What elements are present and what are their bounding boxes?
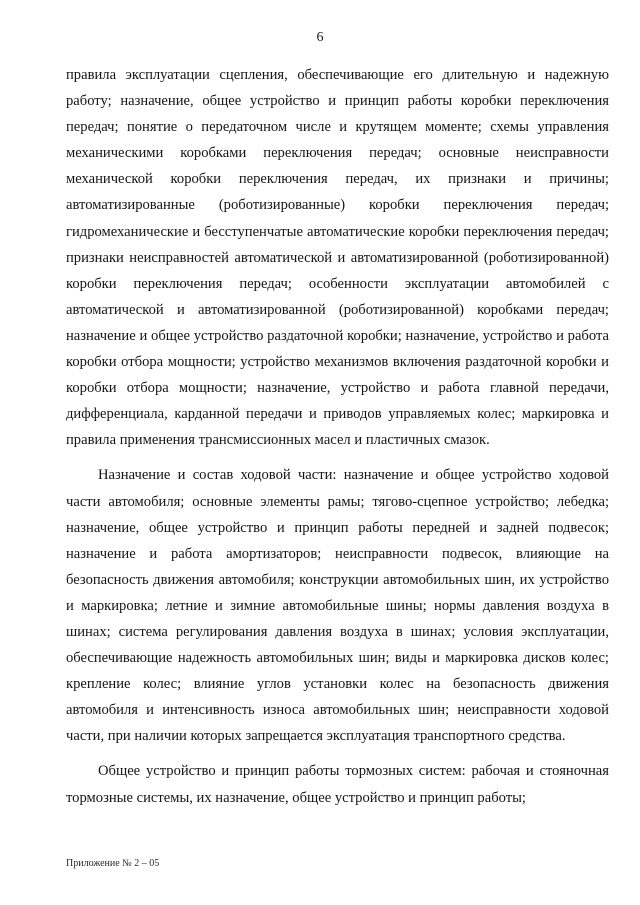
paragraph-transmission-continued: правила эксплуатации сцепления, обеспечивающие его длительную и надежную работу; назначение, общее устройство и принцип работы коробки переключения передач; понятие о передаточном числе и крутящем моменте; схемы управления механическими коробками переключения передач; основные неисправности механической коробки переключения передач, их признаки и причины; автоматизированные (роботизированные) коробки переключения передач; гидромеханические и бесступенчатые автоматические коробки переключения передач; признаки неисправностей автоматической и автоматизированной (роботизированной) коробки переключения передач; особенности эксплуатации автомобилей с автоматической и автоматизированной (роботизированной) коробками передач; назначение и общее устройство раздаточной коробки; назначение, устройство и работа коробки отбора мощности; устройство механизмов включения раздаточной коробки и коробки отбора мощности; назначение, устройство и работа главной передачи, дифференциала, карданной передачи и приводов управляемых колес; маркировка и правила применения трансмиссионных масел и пластичных смазок. [66, 67, 609, 449]
footer-appendix-note: Приложение № 2 – 05 [66, 858, 160, 869]
page-number: 6 [316, 30, 324, 45]
paragraph-running-gear: Назначение и состав ходовой части: назначение и общее устройство ходовой части автомобиля; основные элементы рамы; тягово-сцепное устройство; лебедка; назначение, общее устройство и принцип работы передней и задней подвесок; назначение и работа амортизаторов; неисправности подвесок, влияющие на безопасность движения автомобиля; конструкции автомобильных шин, их устройство и маркировка; летние и зимние автомобильные шины; нормы давления воздуха в шинах; система регулирования давления воздуха в шинах; условия эксплуатации, обеспечивающие надежность автомобильных шин; виды и маркировка дисков колес; крепление колес; влияние углов установки колес на безопасность движения автомобиля и интенсивность износа автомобильных шин; неисправности ходовой части, при наличии которых запрещается эксплуатация транспортного средства. [66, 467, 609, 745]
body-text [66, 62, 609, 811]
paragraph-brake-systems: Общее устройство и принцип работы тормозных систем: рабочая и стояночная тормозные системы, их назначение, общее устройство и принцип работы; [66, 763, 609, 806]
